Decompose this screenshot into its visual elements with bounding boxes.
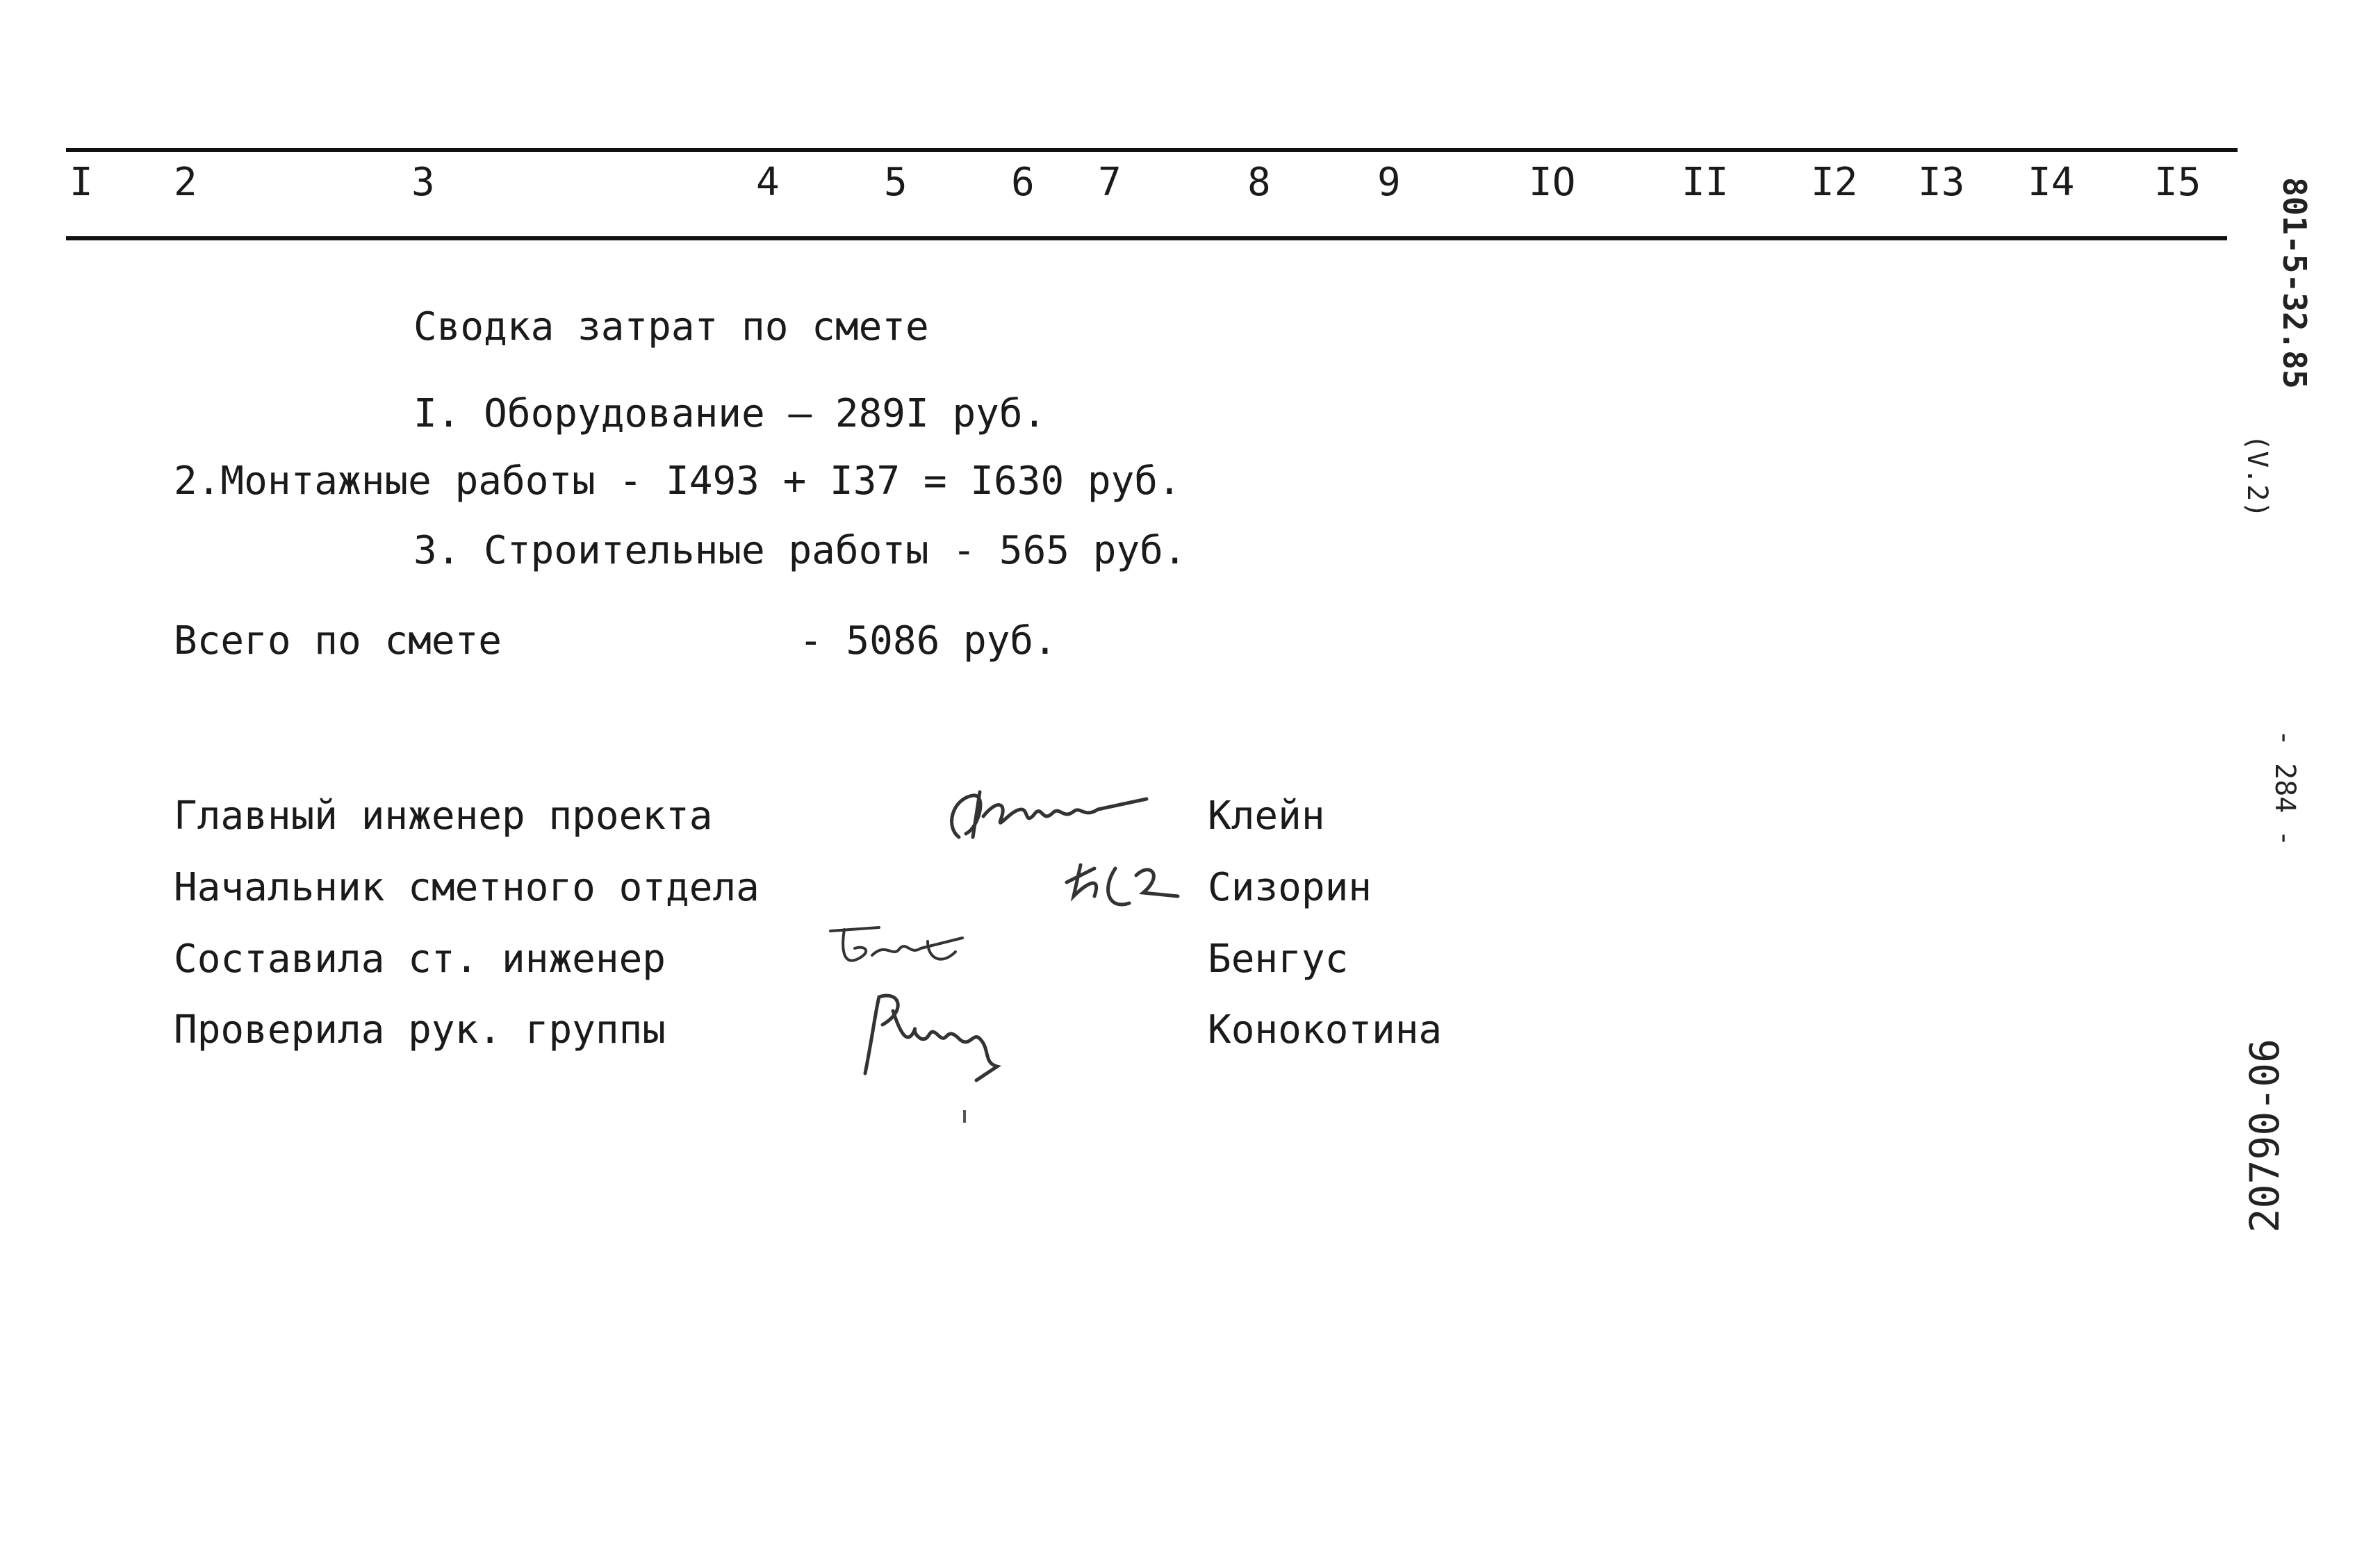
summary-item-installation: 2.Монтажные работы - I493 + I37 = I630 руб. (174, 459, 1181, 504)
signature-role: Проверила рук. группы (174, 1007, 666, 1053)
summary-item-construction: 3. Строительные работы - 565 руб. (413, 528, 1187, 573)
summary-title: Сводка затрат по смете (413, 304, 929, 349)
column-number: 6 (1011, 160, 1035, 205)
stray-mark (963, 1110, 966, 1123)
handwritten-signature-bengus (823, 917, 976, 980)
column-number: 7 (1098, 160, 1122, 205)
header-top-rule (66, 148, 2238, 152)
total-value: - 5086 руб. (799, 618, 1057, 663)
column-number: 4 (756, 160, 780, 205)
column-number: I (69, 160, 93, 205)
signature-name: Конокотина (1208, 1007, 1443, 1053)
signature-role: Начальник сметного отдела (174, 865, 760, 910)
column-number: 2 (174, 160, 197, 205)
column-number: I5 (2154, 160, 2201, 205)
signature-name: Клейн (1208, 793, 1325, 839)
column-number: 5 (884, 160, 908, 205)
signature-role: Главный инженер проекта (174, 793, 713, 839)
margin-inventory-number: 20790-06 (2241, 1039, 2288, 1233)
handwritten-signature-sizorin (1053, 855, 1192, 917)
summary-item-equipment: I. Оборудование – 289I руб. (413, 391, 1047, 436)
column-number: II (1682, 160, 1729, 205)
margin-doc-code: 801-5-32.85 (2276, 177, 2313, 389)
header-bottom-rule (66, 236, 2227, 240)
signature-name: Сизорин (1208, 865, 1372, 910)
signature-role: Составила ст. инженер (174, 937, 666, 982)
handwritten-signature-klein (931, 771, 1160, 855)
signature-name: Бенгус (1208, 937, 1349, 982)
margin-part: (V.2) (2241, 434, 2273, 518)
handwritten-signature-konokotina (844, 983, 1025, 1087)
column-number: I4 (2028, 160, 2075, 205)
column-number: 8 (1247, 160, 1271, 205)
column-number: 3 (411, 160, 435, 205)
total-label: Всего по смете (174, 618, 502, 663)
column-number: IO (1529, 160, 1576, 205)
margin-page-number: - 284 - (2269, 729, 2301, 847)
column-number: I2 (1811, 160, 1858, 205)
column-number: I3 (1918, 160, 1965, 205)
column-number: 9 (1377, 160, 1401, 205)
